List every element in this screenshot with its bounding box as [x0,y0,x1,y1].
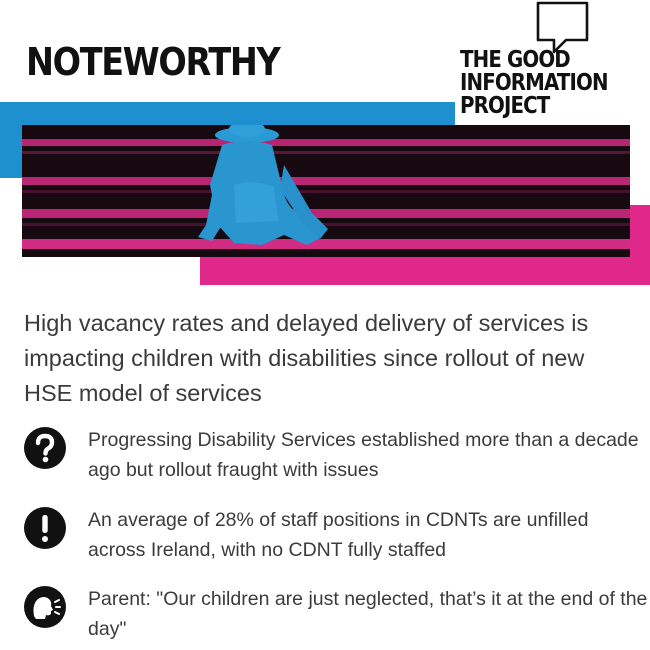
logo-line-3: PROJECT [460,93,550,119]
brand-title: NOTEWORTHY [26,40,280,84]
exclamation-icon [24,507,66,549]
bullet-text: An average of 28% of staff positions in CDNTs are unfilled across Ireland, with no CDNT fully staffed [88,509,589,561]
speaking-head-icon [24,586,66,628]
bullet-text: Parent: "Our children are just neglected, that’s it at the end of the day" [88,588,648,640]
hero-photo [22,125,630,257]
logo-line-2: INFORMATION [460,70,608,96]
question-icon [24,427,66,469]
bullet-text: Progressing Disability Services established more than a decade ago but rollout fraught with issues [88,429,639,481]
good-information-project-logo [460,0,630,125]
logo-text [460,49,608,118]
child-climbing-stairs-image [22,125,630,257]
headline: High vacancy rates and delayed delivery of services is impacting children with disabilities since rollout of new HSE model of services [24,310,589,406]
logo-line-1: THE GOOD [460,47,570,73]
